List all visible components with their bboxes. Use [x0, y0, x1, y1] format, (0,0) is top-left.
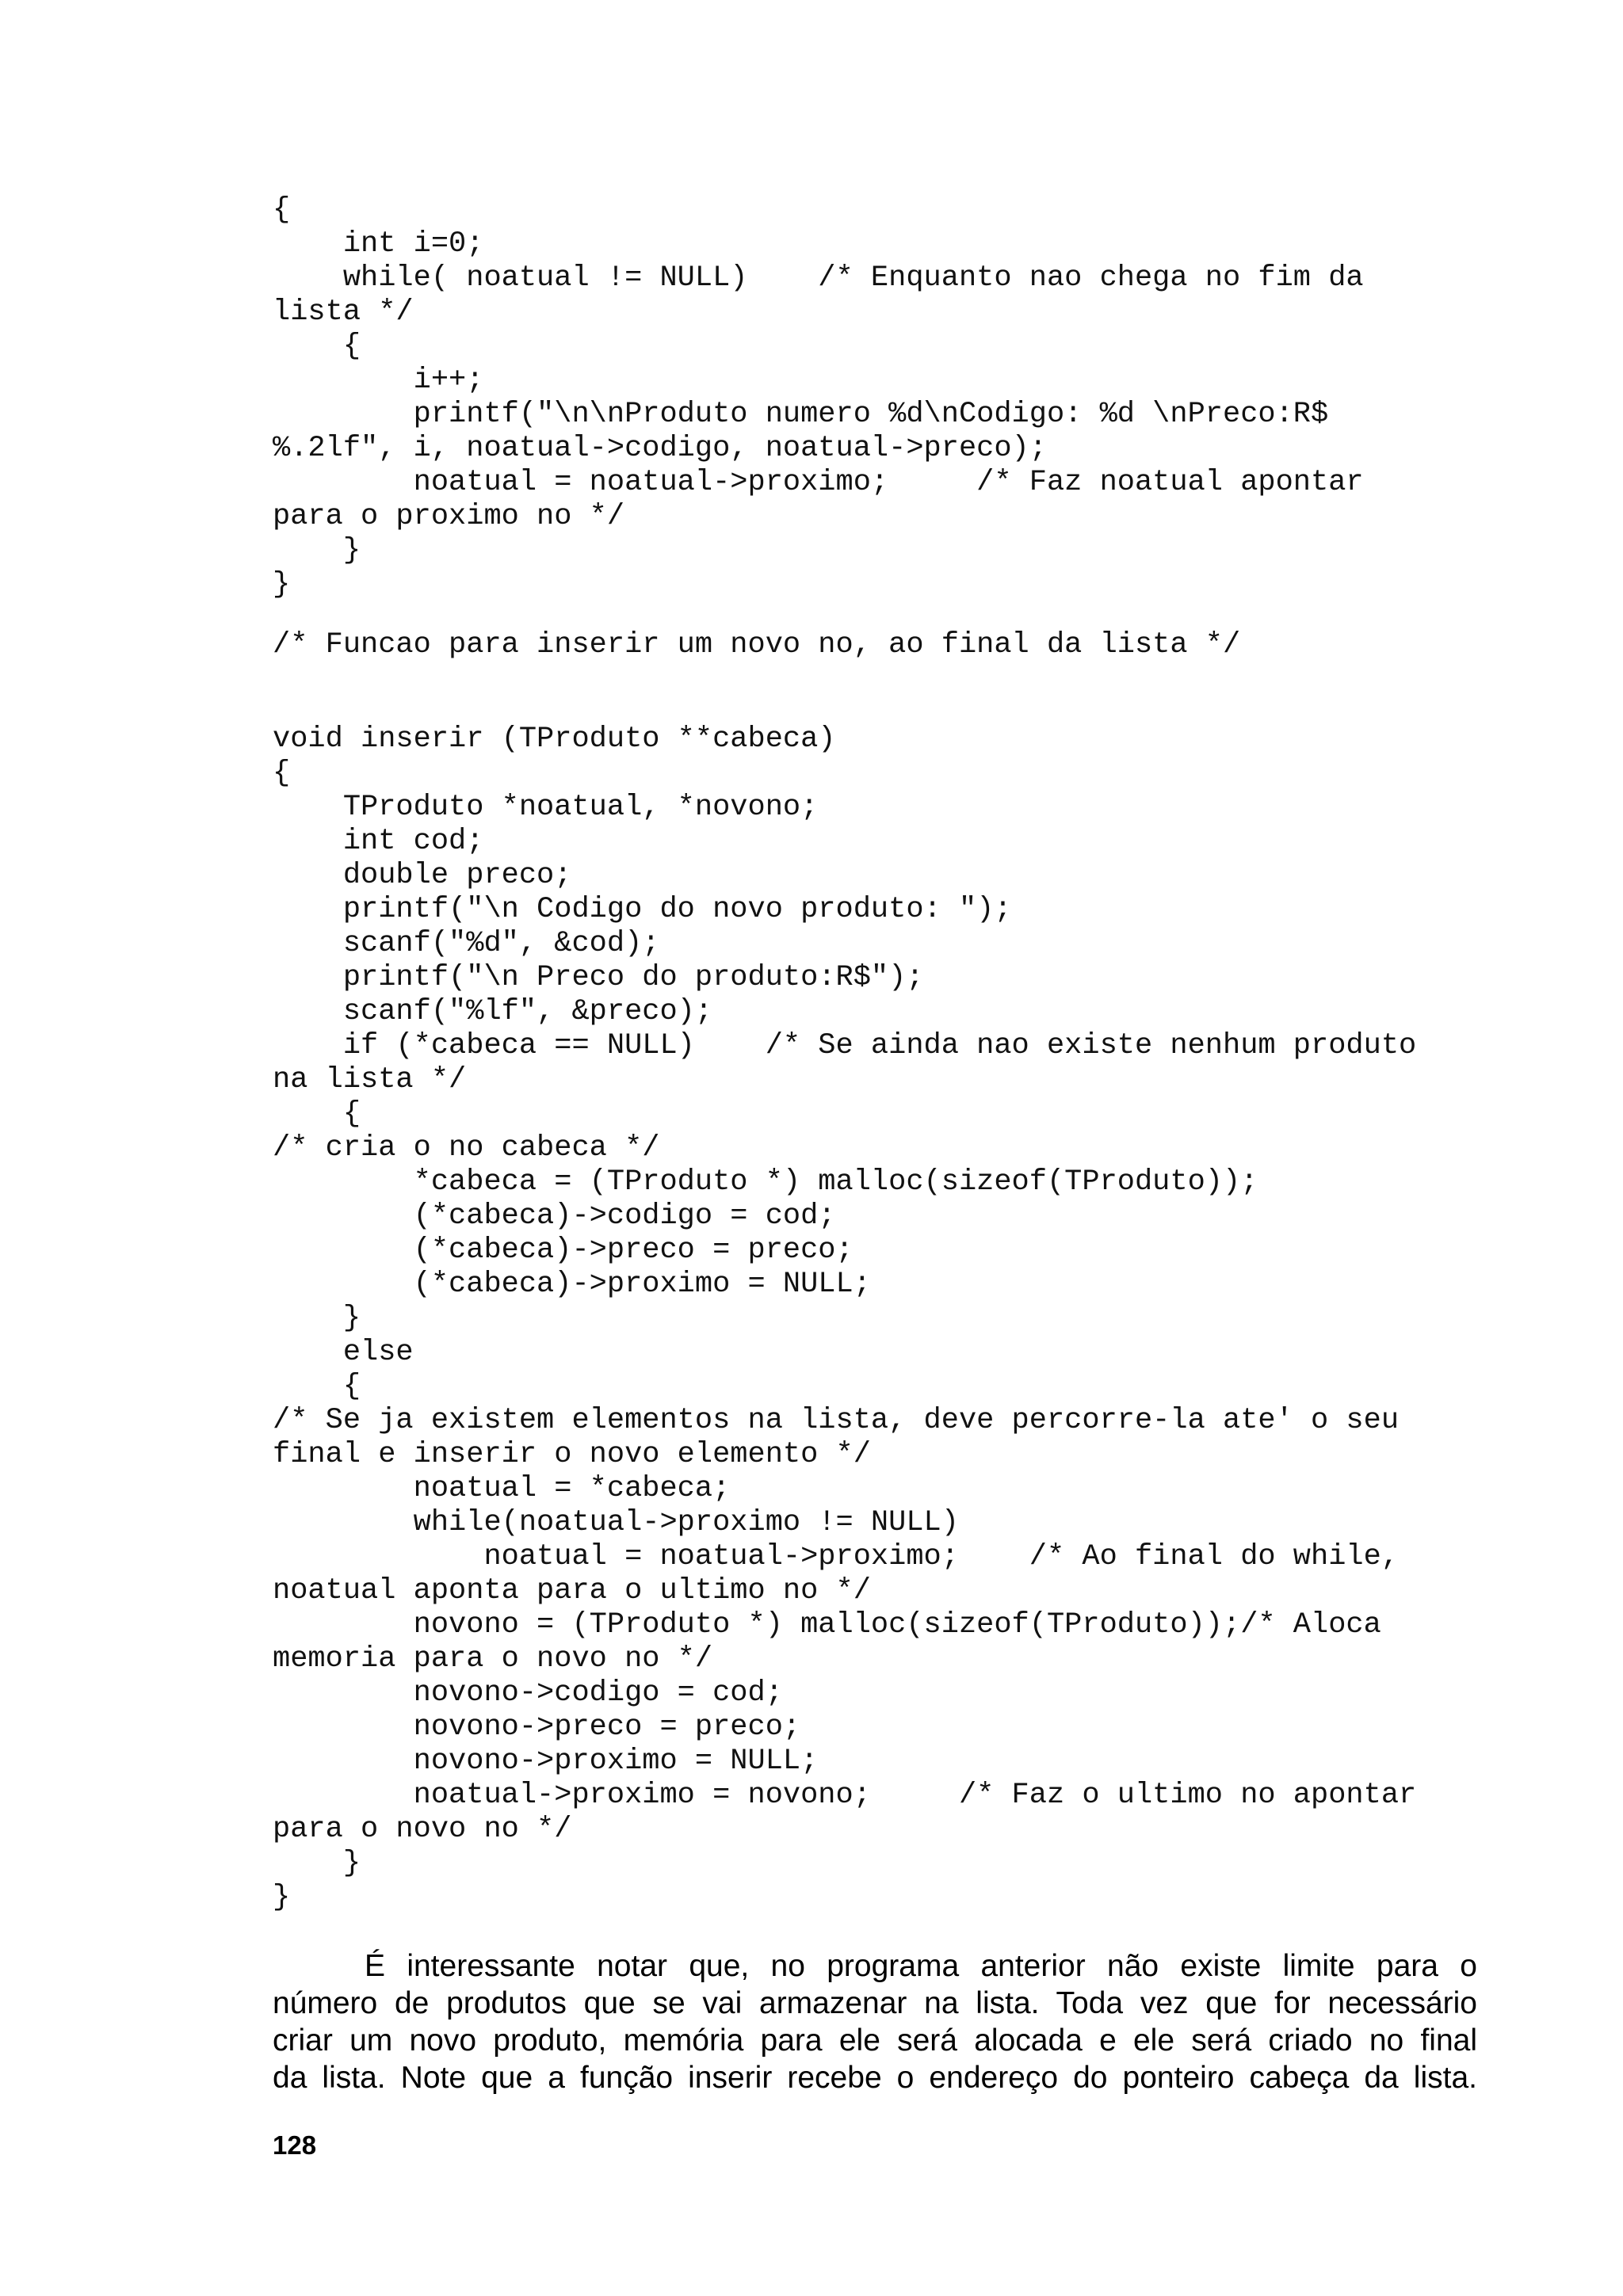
paragraph-line: da lista. Note que a função inserir recebe o endereço do ponteiro cabeça da lista.: [273, 2061, 1477, 2095]
code-line: TProduto *noatual, *novono;: [273, 791, 819, 824]
code-line: %.2lf", i, noatual->codigo, noatual->preco);: [273, 432, 1047, 465]
code-line: void inserir (TProduto **cabeca): [273, 723, 836, 756]
code-line: novono->proximo = NULL;: [273, 1745, 819, 1778]
code-line: /* Se ja existem elementos na lista, deve percorre-la ate' o seu: [273, 1404, 1400, 1437]
code-line: printf("\n Codigo do novo produto: ");: [273, 893, 1012, 926]
code-line: para o novo no */: [273, 1813, 572, 1846]
code-line: (*cabeca)->proximo = NULL;: [273, 1268, 871, 1301]
paragraph-line: criar um novo produto, memória para ele será alocada e ele será criado no final: [273, 2023, 1477, 2058]
paragraph-line: número de produtos que se vai armazenar na lista. Toda vez que for necessário: [273, 1986, 1477, 2020]
code-line: novono = (TProduto *) malloc(sizeof(TProduto));/* Aloca: [273, 1608, 1381, 1642]
code-line: para o proximo no */: [273, 500, 625, 533]
code-line: if (*cabeca == NULL) /* Se ainda nao existe nenhum produto: [273, 1029, 1417, 1062]
code-line: }: [273, 1881, 291, 1914]
code-line: lista */: [273, 296, 414, 329]
code-line: {: [273, 330, 361, 363]
code-line: (*cabeca)->preco = preco;: [273, 1234, 854, 1267]
code-line: printf("\n Preco do produto:R$");: [273, 961, 924, 994]
code-line: {: [273, 193, 291, 227]
code-line: {: [273, 757, 291, 790]
code-line: noatual->proximo = novono; /* Faz o ultimo no apontar: [273, 1779, 1417, 1812]
code-line: noatual = noatual->proximo; /* Faz noatual apontar: [273, 466, 1364, 499]
code-line: }: [273, 568, 291, 601]
code-line: /* cria o no cabeca */: [273, 1131, 660, 1165]
code-line: while(noatual->proximo != NULL): [273, 1506, 959, 1539]
code-line: i++;: [273, 364, 484, 397]
code-line: {: [273, 1097, 361, 1131]
code-line: }: [273, 534, 361, 567]
code-line: double preco;: [273, 859, 572, 892]
code-line: noatual = noatual->proximo; /* Ao final do while,: [273, 1540, 1400, 1573]
code-line: scanf("%lf", &preco);: [273, 995, 713, 1028]
code-line: int i=0;: [273, 227, 484, 261]
code-line: final e inserir o novo elemento */: [273, 1438, 871, 1471]
code-line: printf("\n\nProduto numero %d\nCodigo: %d \nPreco:R$: [273, 398, 1329, 431]
code-line: int cod;: [273, 825, 484, 858]
code-line: else: [273, 1336, 414, 1369]
code-line: memoria para o novo no */: [273, 1642, 713, 1676]
code-line: {: [273, 1370, 361, 1403]
code-line: novono->preco = preco;: [273, 1711, 801, 1744]
body-paragraph: [273, 1947, 1477, 2096]
paragraph-line: É interessante notar que, no programa anterior não existe limite para o: [365, 1949, 1477, 1983]
code-line: }: [273, 1302, 361, 1335]
code-line: noatual = *cabeca;: [273, 1472, 731, 1505]
code-line: scanf("%d", &cod);: [273, 927, 660, 960]
code-line: while( noatual != NULL) /* Enquanto nao chega no fim da: [273, 261, 1364, 295]
code-line: }: [273, 1847, 361, 1880]
code-line: *cabeca = (TProduto *) malloc(sizeof(TProduto));: [273, 1165, 1258, 1199]
code-line: na lista */: [273, 1063, 467, 1097]
page-number: 128: [273, 2130, 317, 2160]
code-line: (*cabeca)->codigo = cod;: [273, 1199, 836, 1233]
code-comment-line: /* Funcao para inserir um novo no, ao final da lista */: [273, 628, 1241, 662]
code-line: noatual aponta para o ultimo no */: [273, 1574, 871, 1608]
code-line: novono->codigo = cod;: [273, 1676, 783, 1710]
